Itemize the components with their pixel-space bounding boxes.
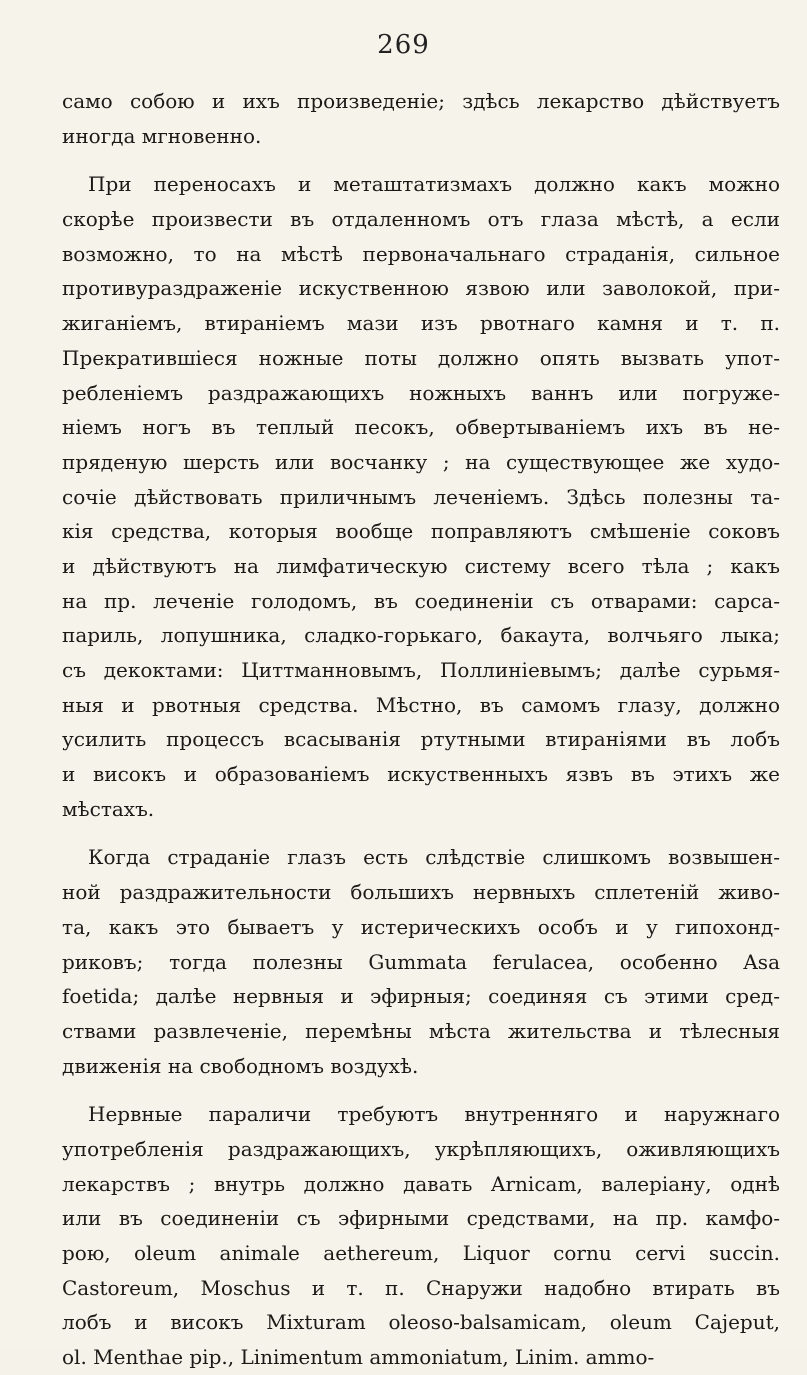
text-line: мѣстахъ. — [62, 796, 155, 821]
text-line: и високъ и образованiемъ искуственныхъ язвъ въ этихъ же — [62, 762, 780, 787]
text-line: иногда мгновенно. — [62, 123, 262, 148]
text-line: Castoreum, Moschus и т. п. Снаружи надобно втирать въ — [62, 1275, 780, 1300]
text-line: движенiя на свободномъ воздухѣ. — [62, 1053, 419, 1078]
paragraph-gap — [62, 153, 780, 167]
text-line: Когда страданiе глазъ есть слѣдствiе слишкомъ возвышен- — [88, 845, 780, 870]
text-line: жиганiемъ, втиранiемъ мази изъ рвотнаго камня и т. п. — [62, 311, 780, 336]
text-line: пряденую шерсть или восчанку ; на существующее же худо- — [62, 449, 780, 474]
text-line: лекарствъ ; внутрь должно давать Arnicam, валерiану, однѣ — [62, 1171, 780, 1196]
text-line: ныя и рвотныя средства. Мѣстно, въ самомъ глазу, должно — [62, 692, 780, 717]
text-line: само собою и ихъ произведенiе; здѣсь лекарство дѣйствуетъ — [62, 89, 780, 113]
text-line: рою, oleum animale aethereum, Liquor cornu cervi succin. — [62, 1241, 780, 1265]
text-body — [62, 84, 780, 1375]
text-line: съ декоктами: Циттманновымъ, Поллинiевымъ; далѣе сурьмя- — [62, 658, 780, 682]
paragraph-4 — [62, 1097, 780, 1375]
paragraph-2 — [62, 167, 780, 826]
page-number: 269 — [377, 30, 430, 60]
text-line: и дѣйствуютъ на лимфатическую систему всего тѣла ; какъ — [62, 553, 780, 578]
paragraph-3 — [62, 840, 780, 1083]
text-line: кiя средства, которыя вообще поправляютъ смѣшенiе соковъ — [62, 519, 780, 544]
paragraph-gap — [62, 826, 780, 840]
text-line: При переносахъ и меташтатизмахъ должно какъ можно — [88, 172, 780, 197]
text-line: ствами развлеченiе, перемѣны мѣста жительства и тѣлесныя — [62, 1018, 780, 1043]
text-line: ребленiемъ раздражающихъ ножныхъ ваннъ или погруже- — [62, 380, 780, 405]
text-line: париль, лопушника, сладко-горькаго, бакаута, волчьяго лыка; — [62, 623, 780, 648]
text-line: сочiе дѣйствовать приличнымъ леченiемъ. Здѣсь полезны та- — [62, 484, 780, 509]
text-line: Прекратившiеся ножные поты должно опять вызвать упот- — [62, 345, 780, 370]
text-line: риковъ; тогда полезны Gummata ferulacea, особенно Asa — [62, 949, 780, 974]
text-line: лобъ и високъ Mixturam oleoso-balsamicam, oleum Cajeput, — [62, 1310, 780, 1335]
text-line: на пр. леченiе голодомъ, въ соединенiи съ отварами: сарса- — [62, 588, 780, 613]
text-line: или въ соединенiи съ эфирными средствами, на пр. камфо- — [62, 1206, 780, 1231]
paragraph-1 — [62, 84, 780, 153]
text-line: Нервные параличи требуютъ внутренняго и наружнаго — [88, 1102, 780, 1127]
text-line: усилить процессъ всасыванiя ртутными втиранiями въ лобъ — [62, 727, 780, 752]
text-line: foetida; далѣе нервныя и эфирныя; соединяя съ этими сред- — [62, 984, 780, 1009]
paragraph-gap — [62, 1083, 780, 1097]
text-line: ol. Menthae pip., Linimentum ammoniatum, Linim. ammo- — [62, 1345, 655, 1370]
text-line: ной раздражительности большихъ нервныхъ сплетенiй живо- — [62, 880, 780, 905]
text-line: та, какъ это бываетъ у истерическихъ особъ и у гипохонд- — [62, 914, 780, 939]
text-line: употребленiя раздражающихъ, укрѣпляющихъ, оживляющихъ — [62, 1136, 780, 1161]
text-line: возможно, то на мѣстѣ первоначальнаго страданiя, сильное — [62, 241, 780, 266]
text-line: скорѣе произвести въ отдаленномъ отъ глаза мѣстѣ, а если — [62, 207, 780, 232]
text-line: противураздраженiе искуственною язвою или заволокой, при- — [62, 276, 780, 301]
text-line: нiемъ ногъ въ теплый песокъ, обвертыванiемъ ихъ въ не- — [62, 415, 780, 440]
